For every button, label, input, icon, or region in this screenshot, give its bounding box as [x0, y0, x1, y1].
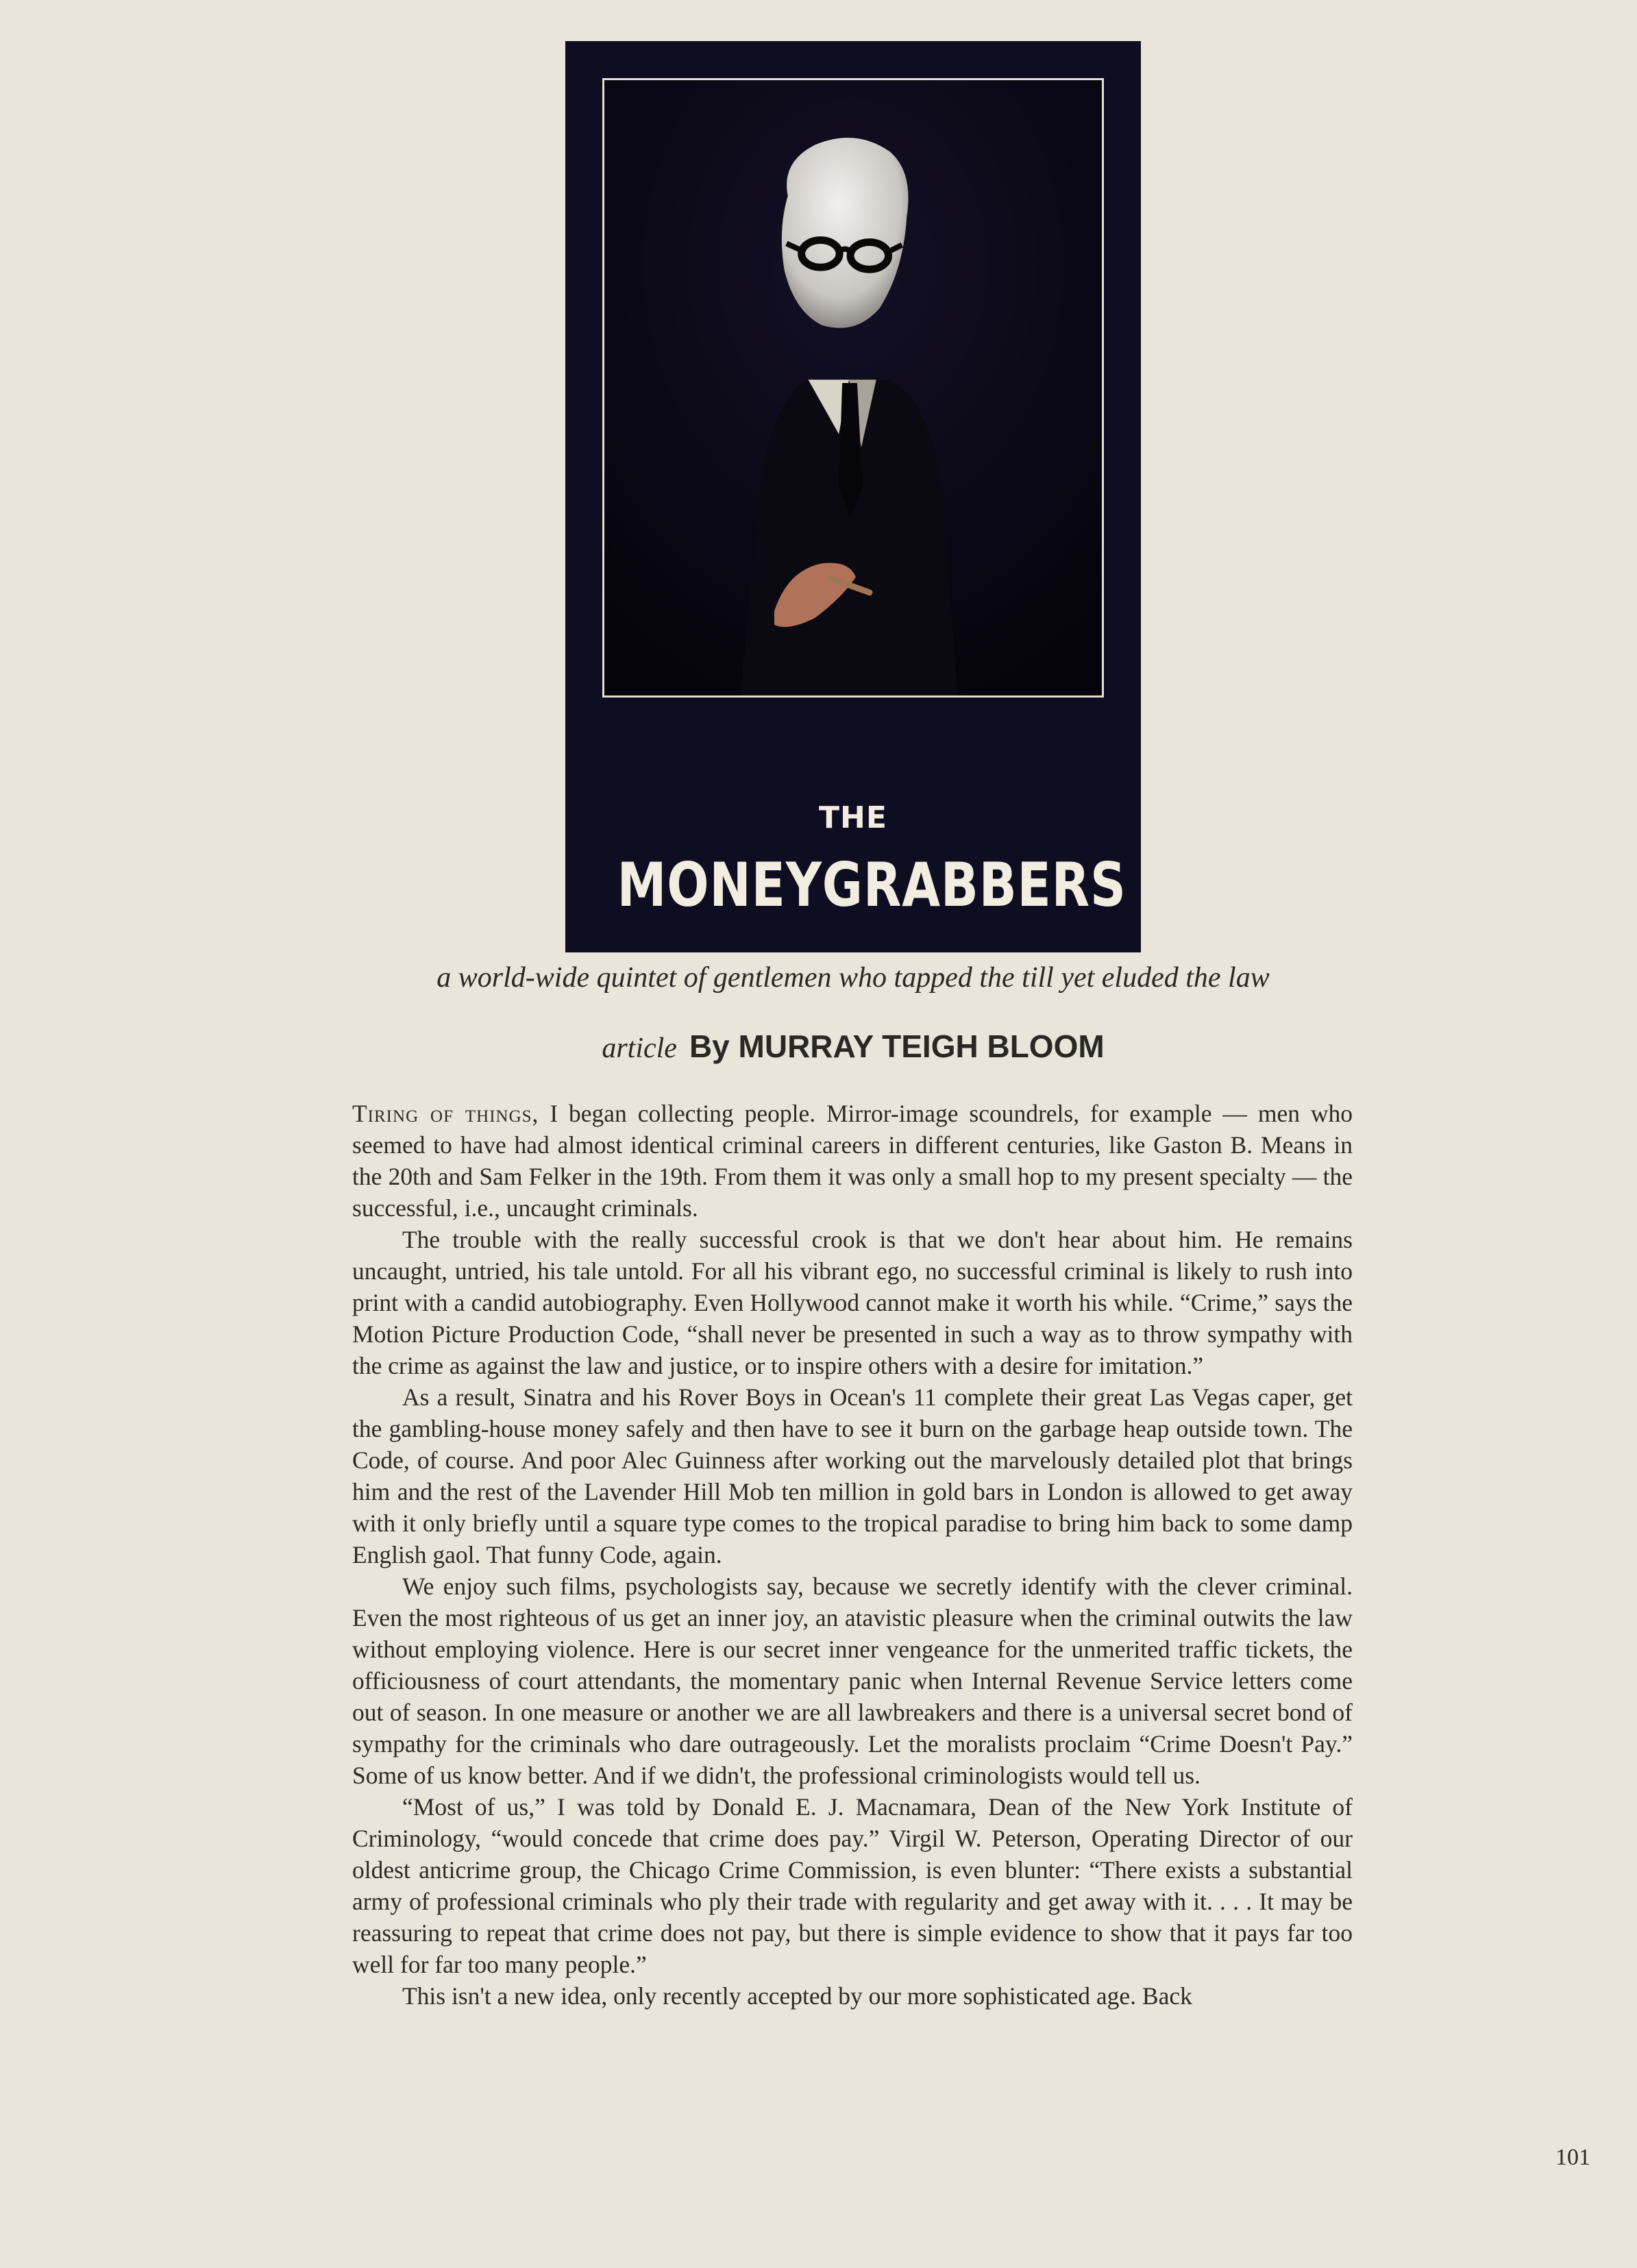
subtitle: a world-wide quintet of gentlemen who tapped the till yet eluded the law — [436, 962, 1270, 994]
article-label: article — [602, 1033, 677, 1064]
masked-man-illustration — [604, 80, 1102, 695]
paragraph: Tiring of things, I began collecting people. Mirror-image scoundrels, for example — men who seemed to have had almost identical criminal careers in different centuries, like Gaston B. Means in the 20th and Sam Felker in the 19th. From them it was only a small hop to my present specialty — the successful, i.e., uncaught criminals. — [352, 1100, 1353, 1222]
byline — [353, 1028, 1353, 1065]
title-small: THE — [819, 800, 887, 835]
paragraph: The trouble with the really successful crook is that we don't hear about him. He remains uncaught, untried, his tale untold. For all his vibrant ego, no successful criminal is likely to rush into print with a candid autobiography. Even Hollywood cannot make it worth his while. “Crime,” says the Motion Picture Production Code, “shall never be presented in such a way as to throw sympathy with the crime as against the law and justice, or to inspire others with a desire for imitation.” — [352, 1226, 1353, 1379]
author-name: By MURRAY TEIGH BLOOM — [689, 1028, 1105, 1064]
masked-man-photo — [602, 78, 1104, 698]
paragraph: We enjoy such films, psychologists say, because we secretly identify with the clever criminal. Even the most righteous of us get an inner joy, an atavistic pleasure when the criminal outwits the law without employing violence. Here is our secret inner vengeance for the unmerited traffic tickets, the officiousness of court attendants, the momentary panic when Internal Revenue Service letters come out of season. In one measure or another we are all lawbreakers and there is a universal secret bond of sympathy for the criminals who dare outrageously. Let the moralists proclaim “Crime Doesn't Pay.” Some of us know better. And if we didn't, the professional criminologists would tell us. — [352, 1573, 1353, 1789]
paragraph: This isn't a new idea, only recently accepted by our more sophisticated age. Back — [402, 1982, 1192, 2010]
title-main: MONEYGRABBERS — [617, 850, 1127, 920]
paragraph: As a result, Sinatra and his Rover Boys in Ocean's 11 complete their great Las Vegas caper, get the gambling-house money safely and then have to see it burn on the garbage heap outside town. The Code, of course. And poor Alec Guinness after working out the marvelously detailed plot that brings him and the rest of the Lavender Hill Mob ten million in gold bars in London is allowed to get away with it only briefly until a square type comes to the tropical paradise to bring him back to some damp English gaol. That funny Code, again. — [352, 1383, 1353, 1568]
title-panel — [565, 41, 1141, 952]
page-number: 101 — [1555, 2145, 1590, 2170]
paragraph: “Most of us,” I was told by Donald E. J. Macnamara, Dean of the New York Institute of Criminology, “would concede that crime does pay.” Virgil W. Peterson, Operating Director of our oldest anticrime group, the Chicago Crime Commission, is even blunter: “There exists a substantial army of professional criminals who ply their trade with regularity and get away with it. . . . It may be reassuring to repeat that crime does not pay, but there is simple evidence to show that it pays far too well for far too many people.” — [352, 1793, 1353, 1978]
lead-in: Tiring of things, — [352, 1100, 539, 1127]
article-body — [352, 1098, 1353, 2012]
